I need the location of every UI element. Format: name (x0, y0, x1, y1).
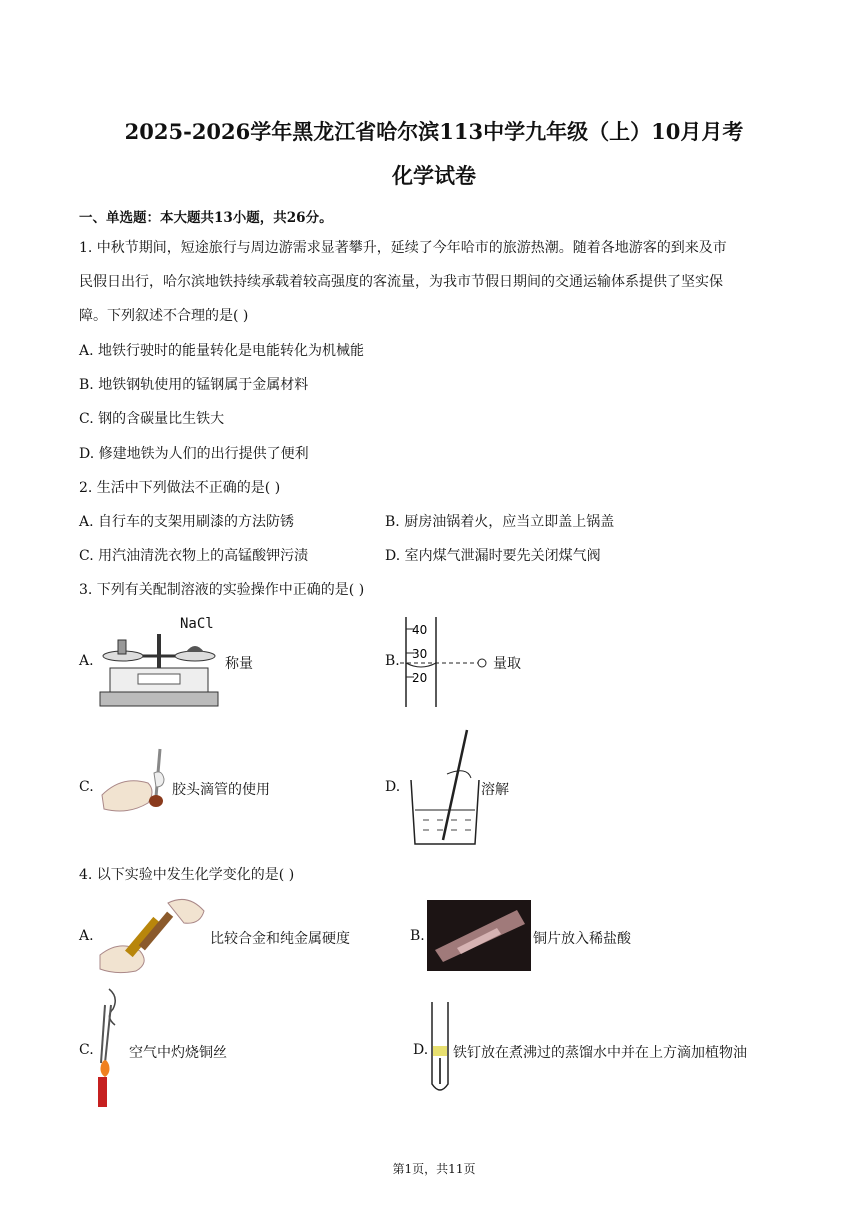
beaker-stirring-icon (405, 728, 485, 848)
q1-stem-line3: 障。下列叙述不合理的是( ) (79, 308, 249, 324)
q3-option-b-letter: B. (385, 653, 400, 669)
graduated-cylinder-icon (400, 615, 492, 710)
q4-stem: 4. 以下实验中发生化学变化的是( ) (79, 867, 295, 883)
nacl-label: NaCl (180, 616, 214, 632)
q2-option-d: D. 室内煤气泄漏时要先关闭煤气阀 (385, 548, 601, 564)
q4-option-a-text: 比较合金和纯金属硬度 (210, 931, 350, 947)
q3-stem: 3. 下列有关配制溶液的实验操作中正确的是( ) (79, 582, 365, 598)
q2-option-b: B. 厨房油锅着火，应当立即盖上锅盖 (385, 514, 615, 530)
q4-option-c-text: 空气中灼烧铜丝 (129, 1045, 227, 1061)
tick-40: 40 (412, 623, 428, 637)
section-heading: 一、单选题：本大题共13小题，共26分。 (79, 210, 333, 226)
q3-option-d-letter: D. (385, 779, 401, 795)
tongs-flame-icon (93, 985, 127, 1110)
test-tube-photo-icon (427, 900, 531, 971)
q4-option-d-letter: D. (413, 1042, 429, 1058)
q1-option-d: D. 修建地铁为人们的出行提供了便利 (79, 446, 309, 462)
q4-option-b-text: 铜片放入稀盐酸 (533, 931, 631, 947)
tick-20: 20 (412, 671, 428, 685)
q3-option-a-letter: A. (79, 653, 94, 669)
q4-option-d-text: 铁钉放在煮沸过的蒸馏水中并在上方滴加植物油 (453, 1045, 747, 1061)
q3-option-b-text: 量取 (493, 656, 521, 672)
q4-option-b-letter: B. (410, 928, 425, 944)
q1-option-c: C. 钢的含碳量比生铁大 (79, 411, 225, 427)
q2-stem: 2. 生活中下列做法不正确的是( ) (79, 480, 281, 496)
q1-stem-line2: 民假日出行，哈尔滨地铁持续承载着较高强度的客流量，为我市节假日期间的交通运输体系提供了坚实保 (79, 274, 723, 290)
q3-option-c-text: 胶头滴管的使用 (172, 782, 270, 798)
page-title-line2: 化学试卷 (392, 163, 476, 188)
dropper-icon (98, 745, 173, 820)
q4-option-a-letter: A. (79, 928, 94, 944)
tick-30: 30 (412, 647, 428, 661)
hands-metal-strips-icon (98, 895, 208, 975)
page-title-line1: 2025-2026学年黑龙江省哈尔滨113中学九年级（上）10月月考 (124, 119, 744, 144)
page-footer: 第1页，共11页 (392, 1162, 476, 1176)
q4-option-c-letter: C. (79, 1042, 94, 1058)
q3-option-a-text: 称量 (225, 656, 253, 672)
q2-option-a: A. 自行车的支架用刷漆的方法防锈 (79, 514, 295, 530)
q1-option-a: A. 地铁行驶时的能量转化是电能转化为机械能 (79, 343, 365, 359)
balance-scale-icon (98, 612, 223, 710)
q1-stem-line1: 1. 中秋节期间，短途旅行与周边游需求显著攀升，延续了今年哈市的旅游热潮。随着各地游客的到来及市 (79, 240, 727, 256)
q1-option-b: B. 地铁钢轨使用的锰钢属于金属材料 (79, 377, 309, 393)
q3-option-c-letter: C. (79, 779, 94, 795)
test-tube-oil-icon (429, 1000, 451, 1095)
q2-option-c: C. 用汽油清洗衣物上的高锰酸钾污渍 (79, 548, 309, 564)
q3-option-d-text: 溶解 (481, 782, 509, 798)
